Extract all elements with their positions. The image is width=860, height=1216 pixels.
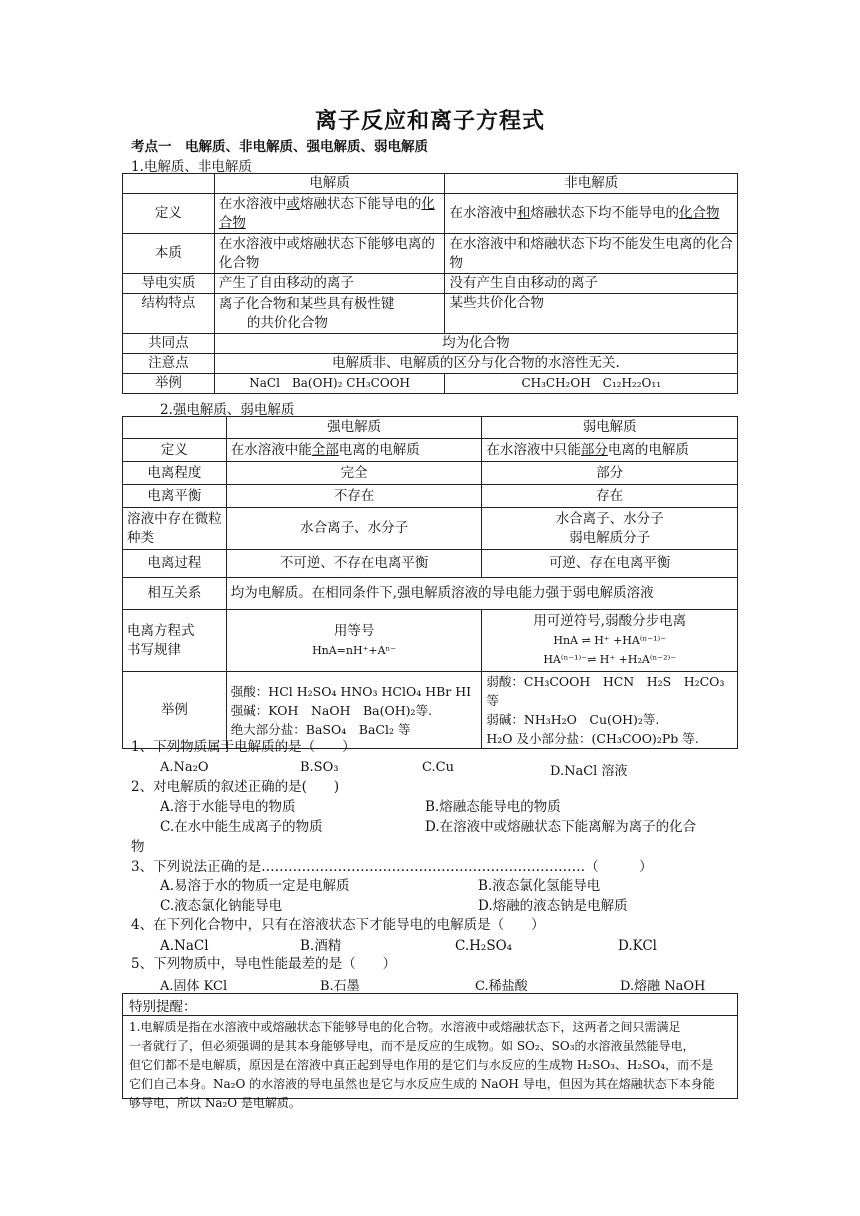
- table-header-cell: 强电解质: [226, 417, 482, 439]
- row-label: 共同点: [123, 334, 215, 354]
- table-cell: 没有产生自由移动的离子: [445, 274, 738, 294]
- table-cell: 不存在: [226, 485, 482, 508]
- table-cell: 均为化合物: [214, 334, 737, 354]
- table-cell: 部分: [482, 462, 738, 485]
- table-cell: 完全: [226, 462, 482, 485]
- page-title: 离子反应和离子方程式: [314, 109, 545, 134]
- question-stem: 4、在下列化合物中，只有在溶液状态下才能导电的电解质是（ ）: [131, 917, 545, 933]
- row-label: 注意点: [123, 354, 215, 374]
- row-label: 电离平衡: [123, 485, 227, 508]
- option-a: A.易溶于水的物质一定是电解质: [160, 878, 350, 894]
- table-header-cell: [123, 174, 215, 194]
- row-label: 电离过程: [123, 550, 227, 578]
- table-cell: 在水溶液中和熔融状态下均不能发生电离的化合物: [445, 234, 738, 274]
- row-label: 定义: [123, 194, 215, 234]
- option-a: A.NaCl: [160, 938, 209, 954]
- row-label: 定义: [123, 439, 227, 462]
- row-label: 导电实质: [123, 274, 215, 294]
- table-header-cell: 弱电解质: [482, 417, 738, 439]
- table-header-cell: 电解质: [214, 174, 445, 194]
- table-cell: 某些共价化合物: [445, 294, 738, 334]
- option-b: B.酒精: [300, 938, 342, 954]
- option-b: B.石墨: [320, 979, 360, 994]
- strong-weak-table: [122, 416, 738, 749]
- option-b: B.液态氯化氢能导电: [478, 878, 601, 894]
- table-cell: 水合离子、水分子: [226, 508, 482, 550]
- table-cell: 存在: [482, 485, 738, 508]
- table-cell: 离子化合物和某些具有极性键 的共价化合物: [214, 294, 445, 334]
- option-d: D.在溶液中或熔融状态下能离解为离子的化合: [425, 819, 697, 835]
- table-header-cell: 非电解质: [445, 174, 738, 194]
- table-cell: 均为电解质。在相同条件下,强电解质溶液的导电能力强于弱电解质溶液: [226, 578, 737, 610]
- table-cell: 水合离子、水分子 弱电解质分子: [482, 508, 738, 550]
- table-cell: 弱酸：CH₃COOH HCN H₂S H₂CO₃等 弱碱：NH₃H₂O Cu(OH)₂等. H₂O 及小部分盐：(CH₃COO)₂Pb 等.: [482, 672, 738, 749]
- row-label: 举例: [123, 374, 215, 394]
- option-d: D.NaCl 溶液: [550, 764, 628, 779]
- question-stem: 5、下列物质中，导电性能最差的是（ ）: [131, 956, 397, 972]
- option-c: C.稀盐酸: [475, 979, 528, 994]
- subsection-heading: 1.电解质、非电解质: [131, 159, 252, 175]
- row-label: 溶液中存在微粒种类: [123, 508, 227, 550]
- row-label: 相互关系: [123, 578, 227, 610]
- option-c: C.H₂SO₄: [455, 938, 513, 954]
- table-cell: NaCl Ba(OH)₂ CH₃COOH: [214, 374, 445, 394]
- option-c: C.在水中能生成离子的物质: [160, 819, 323, 835]
- question-stem: 3、下列说法正确的是………………………………………………………………（ ）: [131, 859, 653, 875]
- table-cell: 电解质非、电解质的区分与化合物的水溶性无关.: [214, 354, 737, 374]
- option-b: B.熔融态能导电的物质: [425, 799, 561, 815]
- table-cell: 在水溶液中能全部电离的电解质: [226, 439, 482, 462]
- subsection-heading: 2.强电解质、弱电解质: [160, 402, 295, 418]
- table-cell: 强酸：HCl H₂SO₄ HNO₃ HClO₄ HBr HI 强碱：KOH NaOH Ba(OH)₂等. 绝大部分盐：BaSO₄ BaCl₂ 等: [226, 672, 482, 749]
- option-a: A.Na₂O: [160, 760, 209, 775]
- row-label: 电离方程式 书写规律: [123, 610, 227, 672]
- table-cell: 在水溶液中或熔融状态下能导电的化合物: [214, 194, 445, 234]
- option-d-continuation: 物: [131, 839, 145, 855]
- option-a: A.溶于水能导电的物质: [160, 799, 296, 815]
- table-cell: 在水溶液中只能部分电离的电解质: [482, 439, 738, 462]
- table-cell: CH₃CH₂OH C₁₂H₂₂O₁₁: [445, 374, 738, 394]
- option-a: A.固体 KCl: [160, 979, 228, 994]
- reminder-title: 特别提醒：: [123, 994, 737, 1016]
- table-cell: 产生了自由移动的离子: [214, 274, 445, 294]
- table-cell: 用等号 HnA=nH⁺+Aⁿ⁻: [226, 610, 482, 672]
- row-label: 本质: [123, 234, 215, 274]
- option-d: D.熔融的液态钠是电解质: [478, 898, 628, 914]
- question-stem: 2、对电解质的叙述正确的是( ): [131, 779, 340, 795]
- question-stem: 1、下列物质属于电解质的是（ ）: [131, 739, 356, 755]
- row-label: 结构特点: [123, 294, 215, 334]
- option-d: D.熔融 NaOH: [620, 979, 706, 994]
- special-reminder-box: [122, 993, 738, 1110]
- table-cell: 不可逆、不存在电离平衡: [226, 550, 482, 578]
- table-header-cell: [123, 417, 227, 439]
- row-label: 电离程度: [123, 462, 227, 485]
- section-heading: 考点一 电解质、非电解质、强电解质、弱电解质: [131, 139, 428, 155]
- option-c: C.Cu: [422, 760, 454, 775]
- reminder-body: 1.电解质是指在水溶液中或熔融状态下能够导电的化合物。水溶液中或熔融状态下，这两者之间只需满足 一者就行了，但必须强调的是其本身能够导电，而不是反应的生成物。如 SO₂、SO₃的水溶液虽然能导电， 但它们都不是电解质，原因是在溶液中真正起到导电作用的是它们与水反应的生成物 H₂SO₃、H₂SO₄，而不是 它们自己本身。Na₂O 的水溶液的导电虽然也是它与水反应生成的 NaOH 导电，但因为其在熔融状态下本身能 够导电，所以 Na₂O 是电解质。: [129, 1020, 715, 1110]
- option-d: D.KCl: [618, 938, 658, 954]
- option-b: B.SO₃: [300, 760, 339, 775]
- table-cell: 在水溶液中和熔融状态下均不能导电的化合物: [445, 194, 738, 234]
- option-c: C.液态氯化钠能导电: [160, 898, 283, 914]
- table-cell: 用可逆符号,弱酸分步电离 HnA ⇌ H⁺ +HA⁽ⁿ⁻¹⁾⁻ HA⁽ⁿ⁻¹⁾⁻⇌ H⁺ +H₂A⁽ⁿ⁻²⁾⁻: [482, 610, 738, 672]
- row-label: 举例: [123, 672, 227, 749]
- table-cell: 可逆、存在电离平衡: [482, 550, 738, 578]
- table-cell: 在水溶液中或熔融状态下能够电离的化合物: [214, 234, 445, 274]
- electrolyte-table: [122, 173, 738, 394]
